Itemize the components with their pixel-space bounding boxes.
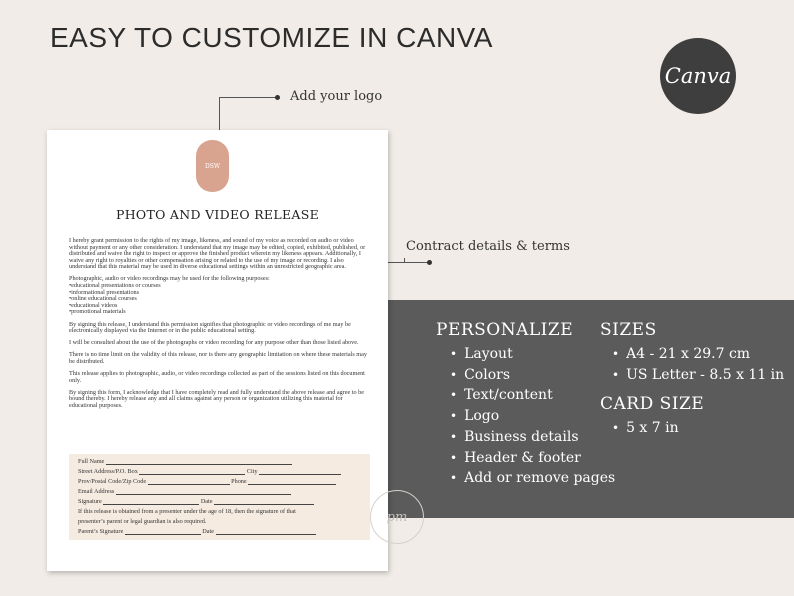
list-item: • educational presentations or courses [69, 283, 371, 290]
full-name-field[interactable] [106, 458, 292, 465]
phone-label: Phone [231, 478, 247, 485]
card-size-list [612, 418, 679, 439]
form-row-full-name [78, 458, 292, 465]
watermark-seal: pm [370, 490, 424, 544]
list-item: • Colors [450, 365, 615, 386]
city-label: City [246, 468, 258, 475]
list-item: • A4 - 21 x 29.7 cm [612, 344, 784, 365]
full-name-label: Full Name [78, 458, 105, 465]
sizes-list [612, 344, 784, 385]
parent-signature-field[interactable] [125, 528, 201, 535]
list-item: • Header & footer [450, 448, 615, 469]
purposes-list [69, 283, 371, 316]
minor-note-1: If this release is obtained from a presenter under the age of 18, then the signature of that [78, 508, 296, 515]
list-item: • Text/content [450, 385, 615, 406]
list-item: • 5 x 7 in [612, 418, 679, 439]
callout-logo-line-h [219, 97, 277, 98]
document-page [47, 130, 388, 571]
form-row-signature [78, 498, 314, 505]
list-item: • Add or remove pages [450, 468, 615, 489]
paragraph: I will be consulted about the use of the photographs or video recording for any purpose other than those listed above. [69, 339, 359, 347]
callout-contract-terms: Contract details & terms [406, 239, 570, 254]
street-field[interactable] [139, 468, 245, 475]
minor-note-2: presenter’s parent or legal guardian is also required. [78, 518, 207, 525]
paragraph: By signing this form, I acknowledge that I have completely read and fully understand the above release and agree to be bound thereby. I hereby release any and all claims against any person or organization utilizing this material for educational purposes. [69, 388, 365, 409]
phone-field[interactable] [248, 478, 336, 485]
paragraph: There is no time limit on the validity of this release, nor is there any geographic limitation on where these materials may be distributed. [69, 351, 367, 365]
form-row-email [78, 488, 291, 495]
signature-field[interactable] [103, 498, 199, 505]
business-logo: DSW [196, 140, 229, 192]
paragraph: Photographic, audio or video recordings may be used for the following purposes: [69, 275, 270, 283]
email-label: Email Address [78, 488, 115, 495]
headline: EASY TO CUSTOMIZE IN CANVA [50, 22, 493, 53]
list-item: • Business details [450, 427, 615, 448]
personalize-list [450, 344, 615, 489]
parent-date-field[interactable] [216, 528, 316, 535]
signature-label: Signature [78, 498, 102, 505]
sizes-heading: SIZES [600, 320, 657, 340]
email-field[interactable] [116, 488, 291, 495]
canva-logo: Canva [660, 38, 736, 114]
street-label: Street Address/P.O. Box [78, 468, 138, 475]
paragraph: This release applies to photographic, audio, or video recordings collected as part of the sessions listed on this document only. [69, 370, 365, 384]
form-row-address [78, 468, 341, 475]
list-item: • US Letter - 8.5 x 11 in [612, 365, 784, 386]
list-item: • online educational courses [69, 296, 371, 303]
postal-field[interactable] [148, 478, 230, 485]
callout-add-logo: Add your logo [290, 89, 383, 104]
callout-logo-dot [275, 95, 280, 100]
parent-signature-label: Parent’s Signature [78, 528, 124, 535]
list-item: • educational videos [69, 303, 371, 310]
list-item: • promotional materials [69, 309, 371, 316]
paragraph: By signing this release, I understand this permission signifies that photographic or video recordings of me may be electronically displayed via the Internet or in the public educational setting. [69, 320, 351, 335]
list-item: • informational presentations [69, 290, 371, 297]
list-item: • Layout [450, 344, 615, 365]
paragraph: I hereby grant permission to the rights of my image, likeness, and sound of my voice as recorded on audio or video without payment or any other consideration. I understand that my image may be edited, copied, exhibited, published, or distributed and waive the right to inspect or approve the finished product wherein my likeness appears. Additionally, I waive any right to royalties or other compensation arising or related to the use of my image or recording. I also understand that this material may be used in diverse educational settings within an unrestricted geographic area. [69, 237, 366, 271]
signature-form [69, 454, 370, 540]
parent-date-label: Date [202, 528, 214, 535]
document-title: PHOTO AND VIDEO RELEASE [116, 207, 319, 222]
list-item: • Logo [450, 406, 615, 427]
postal-label: Prov/Postal Code/Zip Code [78, 478, 147, 485]
personalize-heading: PERSONALIZE [436, 320, 574, 340]
date-field[interactable] [214, 498, 314, 505]
form-row-parent [78, 528, 316, 535]
card-size-heading: CARD SIZE [600, 394, 705, 414]
form-row-postal [78, 478, 336, 485]
callout-terms-dot [427, 260, 432, 265]
city-field[interactable] [259, 468, 341, 475]
document-body [69, 238, 371, 415]
date-label: Date [200, 498, 213, 505]
